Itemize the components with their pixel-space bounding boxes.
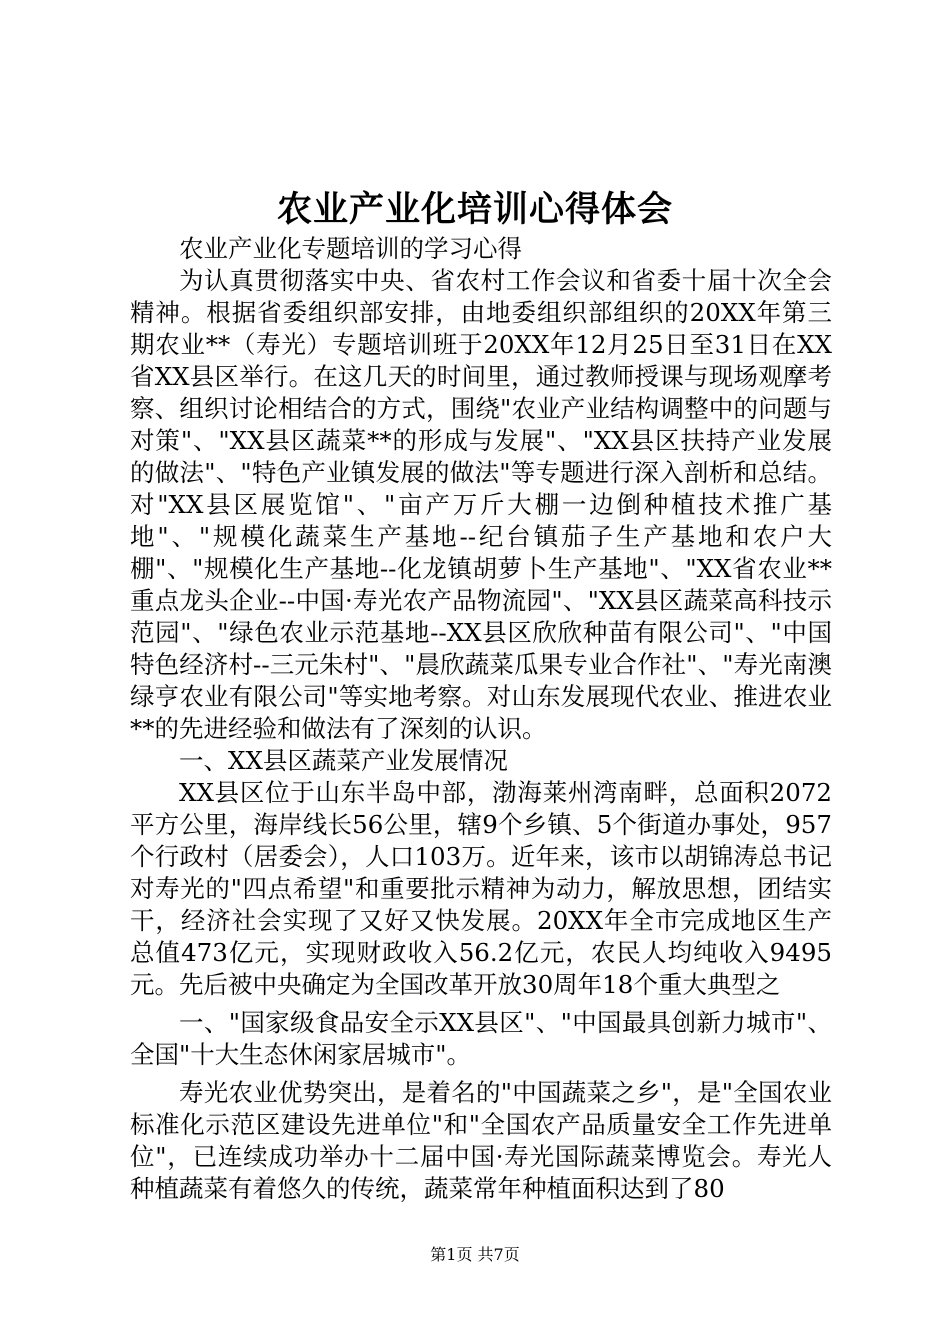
page-number-footer: 第1页 共7页	[430, 1245, 520, 1264]
paragraph-agriculture: 寿光农业优势突出，是着名的"中国蔬菜之乡"，是"全国农业标准化示范区建设先进单位"和"全国农产品质量安全工作先进单位"，已连续成功举办十二届中国·寿光国际蔬菜博览会。寿光人种植蔬菜有着悠久的传统，蔬菜常年种植面积达到了80	[130, 1078, 832, 1203]
document-title: 农业产业化培训心得体会	[276, 189, 673, 230]
paragraph-honors: 一、"国家级食品安全示XX县区"、"中国最具创新力城市"、全国"十大生态休闲家居城市"。	[130, 1008, 832, 1069]
paragraph-intro: 为认真贯彻落实中央、省农村工作会议和省委十届十次全会精神。根据省委组织部安排，由地委组织部组织的20XX年第三期农业**（寿光）专题培训班于20XX年12月25日至31日在XX省XX县区举行。在这几天的时间里，通过教师授课与现场观摩考察、组织讨论相结合的方式，围绕"农业产业结构调整中的问题与对策"、"XX县区蔬菜**的形成与发展"、"XX县区扶持产业发展的做法"、"特色产业镇发展的做法"等专题进行深入剖析和总结。对"XX县区展览馆"、"亩产万斤大棚一边倒种植技术推广基地"、"规模化蔬菜生产基地--纪台镇茄子生产基地和农户大棚"、"规模化生产基地--化龙镇胡萝卜生产基地"、"XX省农业**重点龙头企业--中国·寿光农产品物流园"、"XX县区蔬菜高科技示范园"、"绿色农业示范基地--XX县区欣欣种苗有限公司"、"中国特色经济村--三元朱村"、"晨欣蔬菜瓜果专业合作社"、"寿光南澳绿亨农业有限公司"等实地考察。对山东发展现代农业、推进农业**的先进经验和做法有了深刻的认识。	[130, 266, 832, 743]
paragraph-county-overview: XX县区位于山东半岛中部，渤海莱州湾南畔，总面积2072平方公里，海岸线长56公里，辖9个乡镇、5个街道办事处，957个行政村（居委会），人口103万。近年来，该市以胡锦涛总书记对寿光的"四点希望"和重要批示精神为动力，解放思想，团结实干，经济社会实现了又好又快发展。20XX年全市完成地区生产总值473亿元，实现财政收入56.2亿元，农民人均纯收入9495元。先后被中央确定为全国改革开放30周年18个重大典型之	[130, 778, 832, 999]
paragraph-subtitle: 农业产业化专题培训的学习心得	[179, 234, 522, 263]
section-heading-1: 一、XX县区蔬菜产业发展情况	[179, 746, 508, 775]
document-body	[130, 233, 832, 1205]
